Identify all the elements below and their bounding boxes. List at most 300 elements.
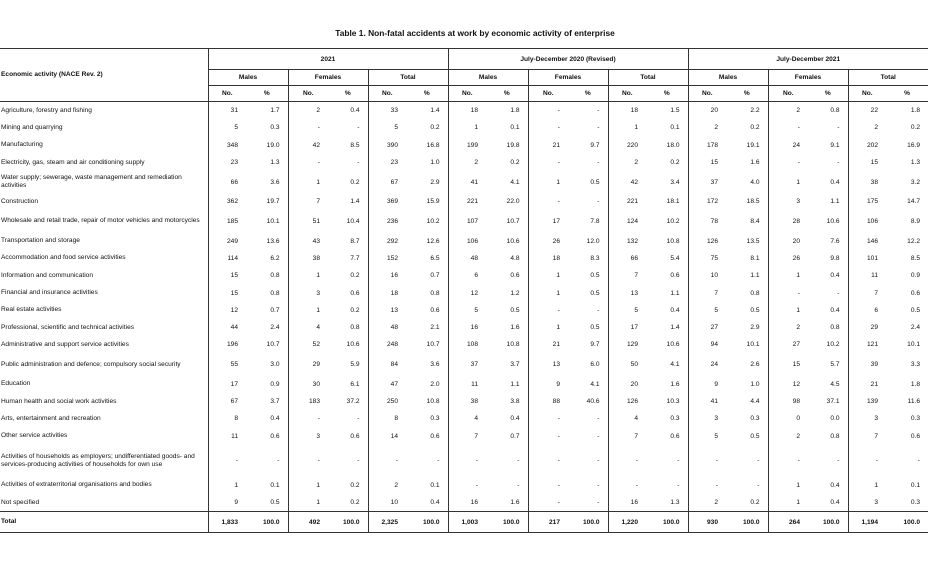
percent-cell: 1.8 xyxy=(510,107,520,115)
percent-cell: 3.4 xyxy=(670,178,680,186)
percent-cell: 0.5 xyxy=(270,499,280,507)
count-cell: - xyxy=(448,445,486,477)
count-cell: 2,325 xyxy=(368,512,406,533)
count-cell: 66 xyxy=(608,250,646,267)
row-label: Administrative and support service activities xyxy=(1,340,129,348)
percent-cell: 5.7 xyxy=(830,361,840,369)
count-cell: 67 xyxy=(208,393,246,410)
percent-cell: - xyxy=(597,432,600,440)
count-cell: 5 xyxy=(368,119,406,136)
count-cell: 7 xyxy=(688,284,726,301)
count-cell: 139 xyxy=(848,393,886,410)
count-cell: 2 xyxy=(448,154,486,171)
percent-cell: 10.6 xyxy=(666,341,680,349)
table-row xyxy=(0,193,928,210)
percent-cell: 8.1 xyxy=(750,254,760,262)
count-cell: 48 xyxy=(368,319,406,336)
row-label: Electricity, gas, steam and air conditioning supply xyxy=(1,158,145,166)
count-cell: - xyxy=(368,445,406,477)
percent-cell: - xyxy=(597,159,600,167)
count-cell: 15 xyxy=(208,284,246,301)
percent-cell: 0.8 xyxy=(430,289,440,297)
percent-cell: 8.4 xyxy=(750,217,760,225)
percent-cell: 10.1 xyxy=(746,341,760,349)
count-cell: 15 xyxy=(768,354,808,376)
unit-header-pct: % xyxy=(486,86,528,102)
table-row xyxy=(0,336,928,353)
count-cell: 75 xyxy=(688,250,726,267)
percent-cell: 0.8 xyxy=(270,272,280,280)
count-cell: 16 xyxy=(608,494,646,512)
count-cell: - xyxy=(528,427,568,444)
count-cell: - xyxy=(288,154,328,171)
count-cell: 369 xyxy=(368,193,406,210)
count-cell: 202 xyxy=(848,137,886,154)
count-cell: 30 xyxy=(288,376,328,393)
percent-cell: 0.8 xyxy=(350,324,360,332)
count-cell: 2 xyxy=(768,427,808,444)
count-cell: 94 xyxy=(688,336,726,353)
table-row xyxy=(0,427,928,444)
count-cell: 1,194 xyxy=(848,512,886,533)
count-cell: 2 xyxy=(848,119,886,136)
count-cell: 24 xyxy=(688,354,726,376)
count-cell: 124 xyxy=(608,210,646,232)
count-cell: 1 xyxy=(288,494,328,512)
percent-cell: 1.7 xyxy=(270,107,280,115)
count-cell: 1 xyxy=(768,171,808,193)
count-cell: 129 xyxy=(608,336,646,353)
count-cell: 33 xyxy=(368,102,406,120)
percent-cell: 1.3 xyxy=(270,159,280,167)
table-row xyxy=(0,267,928,284)
percent-cell: 0.5 xyxy=(750,306,760,314)
row-label: Financial and insurance activities xyxy=(1,289,98,297)
percent-cell: 0.4 xyxy=(830,272,840,280)
count-cell: 13 xyxy=(528,354,568,376)
accidents-table xyxy=(0,48,928,533)
table-row xyxy=(0,393,928,410)
percent-cell: - xyxy=(597,107,600,115)
group-header: Females xyxy=(768,70,848,86)
percent-cell: 0.5 xyxy=(590,324,600,332)
count-cell: 14 xyxy=(368,427,406,444)
count-cell: 199 xyxy=(448,137,486,154)
percent-cell: 0.3 xyxy=(270,124,280,132)
percent-cell: 0.5 xyxy=(750,432,760,440)
count-cell: - xyxy=(608,445,646,477)
row-label: Other service activities xyxy=(1,432,68,440)
count-cell: 11 xyxy=(848,267,886,284)
count-cell: 38 xyxy=(848,171,886,193)
row-label: Wholesale and retail trade, repair of motor vehicles and motorcycles xyxy=(1,217,200,225)
count-cell: - xyxy=(688,445,726,477)
percent-cell: 18.1 xyxy=(666,198,680,206)
percent-cell: 10.2 xyxy=(666,217,680,225)
count-cell: 17 xyxy=(608,319,646,336)
count-cell: 5 xyxy=(688,427,726,444)
count-cell: 2 xyxy=(608,154,646,171)
percent-cell: 1.2 xyxy=(510,289,520,297)
percent-cell: 0.7 xyxy=(430,272,440,280)
count-cell: 52 xyxy=(288,336,328,353)
count-cell: 38 xyxy=(288,250,328,267)
percent-cell: 100.0 xyxy=(808,512,848,533)
unit-header-no: No. xyxy=(768,86,808,102)
percent-cell: 13.6 xyxy=(266,237,280,245)
row-label: Water supply; sewerage, waste management and remediation activities xyxy=(1,174,182,190)
percent-cell: 1.6 xyxy=(670,380,680,388)
percent-cell: 0.6 xyxy=(910,289,920,297)
count-cell: 5 xyxy=(448,302,486,319)
table-row xyxy=(0,154,928,171)
percent-cell: 0.6 xyxy=(350,289,360,297)
percent-cell: 3.0 xyxy=(270,361,280,369)
percent-cell: 10.1 xyxy=(266,217,280,225)
percent-cell: 2.4 xyxy=(910,324,920,332)
percent-cell: 9.1 xyxy=(830,141,840,149)
count-cell: 88 xyxy=(528,393,568,410)
percent-cell: 3.7 xyxy=(510,361,520,369)
percent-cell: 1.8 xyxy=(910,380,920,388)
count-cell: 152 xyxy=(368,250,406,267)
percent-cell: 0.8 xyxy=(830,432,840,440)
unit-header-pct: % xyxy=(328,86,368,102)
count-cell: 172 xyxy=(688,193,726,210)
row-label: Transportation and storage xyxy=(1,237,80,245)
row-label: Arts, entertainment and recreation xyxy=(1,414,101,422)
percent-cell: - xyxy=(357,415,360,423)
count-cell: 2 xyxy=(688,119,726,136)
percent-cell: 0.6 xyxy=(670,432,680,440)
row-label: Mining and quarrying xyxy=(1,123,63,131)
percent-cell: 0.1 xyxy=(510,124,520,132)
percent-cell: 0.4 xyxy=(510,415,520,423)
percent-cell: 10.7 xyxy=(506,217,520,225)
percent-cell: 5.4 xyxy=(670,254,680,262)
count-cell: 15 xyxy=(848,154,886,171)
count-cell: 8 xyxy=(368,410,406,427)
count-cell: 106 xyxy=(448,232,486,249)
percent-cell: 4.8 xyxy=(510,254,520,262)
count-cell: 41 xyxy=(448,171,486,193)
percent-cell: 1.4 xyxy=(350,198,360,206)
count-cell: 16 xyxy=(448,494,486,512)
percent-cell: 100.0 xyxy=(486,512,528,533)
count-cell: 3 xyxy=(688,410,726,427)
unit-header-pct: % xyxy=(568,86,608,102)
percent-cell: 100.0 xyxy=(646,512,688,533)
count-cell: 18 xyxy=(368,284,406,301)
percent-cell: 19.8 xyxy=(506,141,520,149)
count-cell: 9 xyxy=(688,376,726,393)
percent-cell: 0.3 xyxy=(430,415,440,423)
percent-cell: 10.8 xyxy=(666,237,680,245)
percent-cell: 0.4 xyxy=(830,306,840,314)
percent-cell: - xyxy=(837,124,840,132)
count-cell: 48 xyxy=(448,250,486,267)
percent-cell: 11.6 xyxy=(907,398,920,405)
group-header: Total xyxy=(368,70,448,86)
unit-header-no: No. xyxy=(608,86,646,102)
percent-cell: 0.6 xyxy=(510,272,520,280)
count-cell: - xyxy=(608,477,646,494)
count-cell: 41 xyxy=(688,393,726,410)
percent-cell: 0.3 xyxy=(910,499,920,507)
count-cell: 1 xyxy=(608,119,646,136)
percent-cell: 9.7 xyxy=(590,341,600,349)
count-cell: 362 xyxy=(208,193,246,210)
table-row xyxy=(0,354,928,376)
row-label: Accommodation and food service activities xyxy=(1,254,126,262)
row-label: Information and communication xyxy=(1,271,93,279)
unit-header-no: No. xyxy=(448,86,486,102)
count-cell: 21 xyxy=(528,137,568,154)
count-cell: 21 xyxy=(528,336,568,353)
count-cell: 29 xyxy=(848,319,886,336)
table-row xyxy=(0,137,928,154)
percent-cell: - xyxy=(677,457,680,465)
period-header: July-December 2020 (Revised) xyxy=(448,49,688,70)
count-cell: 2 xyxy=(288,102,328,120)
percent-cell: 22.0 xyxy=(506,198,520,206)
table-row xyxy=(0,284,928,301)
table-row xyxy=(0,494,928,512)
percent-cell: 3.7 xyxy=(270,398,280,405)
count-cell: 264 xyxy=(768,512,808,533)
percent-cell: 6.5 xyxy=(430,254,440,262)
count-cell: 2 xyxy=(368,477,406,494)
count-cell: 26 xyxy=(768,250,808,267)
percent-cell: 7.6 xyxy=(830,237,840,245)
unit-header-no: No. xyxy=(368,86,406,102)
count-cell: 37 xyxy=(448,354,486,376)
count-cell: 3 xyxy=(768,193,808,210)
percent-cell: 6.1 xyxy=(350,380,360,388)
percent-cell: 4.5 xyxy=(830,380,840,388)
total-row xyxy=(0,512,928,533)
percent-cell: 7.7 xyxy=(350,254,360,262)
row-label: Activities of extraterritorial organisations and bodies xyxy=(1,481,152,489)
count-cell: 42 xyxy=(288,137,328,154)
percent-cell: 0.3 xyxy=(750,415,760,423)
row-label: Total xyxy=(0,512,208,533)
percent-cell: 12.0 xyxy=(586,237,600,245)
count-cell: 84 xyxy=(368,354,406,376)
count-cell: 0 xyxy=(768,410,808,427)
count-cell: 13 xyxy=(608,284,646,301)
unit-header-pct: % xyxy=(646,86,688,102)
count-cell: - xyxy=(768,154,808,171)
count-cell: 17 xyxy=(208,376,246,393)
count-cell: 42 xyxy=(608,171,646,193)
count-cell: 108 xyxy=(448,336,486,353)
percent-cell: 100.0 xyxy=(726,512,768,533)
count-cell: 50 xyxy=(608,354,646,376)
percent-cell: 2.9 xyxy=(750,324,760,332)
count-cell: 132 xyxy=(608,232,646,249)
group-header: Total xyxy=(848,70,928,86)
percent-cell: 19.1 xyxy=(746,141,760,149)
table-row xyxy=(0,250,928,267)
count-cell: 13 xyxy=(368,302,406,319)
unit-header-no: No. xyxy=(528,86,568,102)
count-cell: 5 xyxy=(208,119,246,136)
percent-cell: 0.4 xyxy=(430,499,440,507)
count-cell: 1,003 xyxy=(448,512,486,533)
count-cell: 114 xyxy=(208,250,246,267)
percent-cell: - xyxy=(597,198,600,206)
percent-cell: 0.6 xyxy=(670,272,680,280)
table-row xyxy=(0,119,928,136)
count-cell: 107 xyxy=(448,210,486,232)
count-cell: 5 xyxy=(608,302,646,319)
period-header: July-December 2021 xyxy=(688,49,928,70)
table-row xyxy=(0,319,928,336)
table-row xyxy=(0,171,928,193)
percent-cell: - xyxy=(357,159,360,167)
percent-cell: 4.0 xyxy=(750,178,760,186)
row-label: Not specified xyxy=(1,498,40,506)
count-cell: 18 xyxy=(608,102,646,120)
unit-header-no: No. xyxy=(288,86,328,102)
table-row xyxy=(0,445,928,477)
percent-cell: 6.2 xyxy=(270,254,280,262)
percent-cell: 1.0 xyxy=(750,380,760,388)
table-row xyxy=(0,477,928,494)
group-header: Females xyxy=(288,70,368,86)
count-cell: 4 xyxy=(608,410,646,427)
percent-cell: - xyxy=(837,289,840,297)
percent-cell: 10.4 xyxy=(346,217,360,225)
count-cell: 2 xyxy=(768,102,808,120)
percent-cell: 1.5 xyxy=(670,107,680,115)
percent-cell: 0.7 xyxy=(510,432,520,440)
count-cell: 18 xyxy=(448,102,486,120)
percent-cell: 0.1 xyxy=(670,124,680,132)
percent-cell: 10.8 xyxy=(426,398,440,405)
percent-cell: 2.1 xyxy=(430,324,440,332)
count-cell: 1 xyxy=(528,267,568,284)
percent-cell: 2.0 xyxy=(430,380,440,388)
percent-cell: 0.5 xyxy=(590,272,600,280)
row-label: Professional, scientific and technical activities xyxy=(1,323,135,331)
count-cell: 27 xyxy=(768,336,808,353)
count-cell: 31 xyxy=(208,102,246,120)
unit-header-pct: % xyxy=(808,86,848,102)
count-cell: - xyxy=(528,445,568,477)
percent-cell: 2.9 xyxy=(430,178,440,186)
count-cell: - xyxy=(528,477,568,494)
group-header: Males xyxy=(208,70,288,86)
count-cell: - xyxy=(528,119,568,136)
count-cell: 2 xyxy=(768,319,808,336)
percent-cell: 8.5 xyxy=(910,254,920,262)
row-label: Manufacturing xyxy=(1,141,43,149)
count-cell: - xyxy=(768,119,808,136)
percent-cell: 0.5 xyxy=(590,178,600,186)
count-cell: - xyxy=(528,154,568,171)
percent-cell: 18.5 xyxy=(746,198,760,206)
count-cell: 20 xyxy=(768,232,808,249)
table-body xyxy=(0,102,928,533)
count-cell: 66 xyxy=(208,171,246,193)
percent-cell: 4.1 xyxy=(510,178,520,186)
count-cell: 23 xyxy=(208,154,246,171)
percent-cell: 40.6 xyxy=(586,398,600,405)
percent-cell: 0.6 xyxy=(350,432,360,440)
percent-cell: 100.0 xyxy=(568,512,608,533)
percent-cell: - xyxy=(597,481,600,489)
count-cell: 10 xyxy=(688,267,726,284)
percent-cell: - xyxy=(517,481,520,489)
count-cell: 29 xyxy=(288,354,328,376)
count-cell: - xyxy=(288,410,328,427)
count-cell: 236 xyxy=(368,210,406,232)
count-cell: - xyxy=(288,119,328,136)
count-cell: 1 xyxy=(848,477,886,494)
percent-cell: 1.6 xyxy=(750,159,760,167)
count-cell: 3 xyxy=(288,427,328,444)
percent-cell: - xyxy=(357,124,360,132)
count-cell: 15 xyxy=(208,267,246,284)
count-cell: - xyxy=(528,102,568,120)
group-header: Total xyxy=(608,70,688,86)
count-cell: 4 xyxy=(448,410,486,427)
count-cell: 20 xyxy=(608,376,646,393)
percent-cell: 0.5 xyxy=(910,306,920,314)
percent-cell: 0.1 xyxy=(910,481,920,489)
count-cell: - xyxy=(528,193,568,210)
table-row xyxy=(0,410,928,427)
percent-cell: 8.9 xyxy=(910,217,920,225)
count-cell: 78 xyxy=(688,210,726,232)
percent-cell: 0.8 xyxy=(270,289,280,297)
percent-cell: 0.0 xyxy=(830,415,840,423)
count-cell: 1 xyxy=(528,171,568,193)
percent-cell: 1.4 xyxy=(430,107,440,115)
count-cell: 51 xyxy=(288,210,328,232)
count-cell: 67 xyxy=(368,171,406,193)
count-cell: 101 xyxy=(848,250,886,267)
percent-cell: 37.1 xyxy=(826,398,840,405)
count-cell: 126 xyxy=(688,232,726,249)
percent-cell: 0.3 xyxy=(670,415,680,423)
percent-cell: 0.2 xyxy=(750,499,760,507)
count-cell: 196 xyxy=(208,336,246,353)
count-cell: 292 xyxy=(368,232,406,249)
percent-cell: 0.2 xyxy=(350,499,360,507)
count-cell: 12 xyxy=(768,376,808,393)
count-cell: 55 xyxy=(208,354,246,376)
percent-cell: 5.9 xyxy=(350,361,360,369)
percent-cell: 19.7 xyxy=(266,198,280,206)
count-cell: - xyxy=(528,302,568,319)
count-cell: 26 xyxy=(528,232,568,249)
table-row xyxy=(0,302,928,319)
percent-cell: 0.2 xyxy=(910,124,920,132)
count-cell: 492 xyxy=(288,512,328,533)
unit-header-pct: % xyxy=(726,86,768,102)
percent-cell: 0.9 xyxy=(910,272,920,280)
count-cell: 220 xyxy=(608,137,646,154)
count-cell: 3 xyxy=(848,410,886,427)
count-cell: 7 xyxy=(848,284,886,301)
percent-cell: 16.9 xyxy=(907,141,920,149)
percent-cell: - xyxy=(597,499,600,507)
percent-cell: 18.0 xyxy=(666,141,680,149)
count-cell: 178 xyxy=(688,137,726,154)
